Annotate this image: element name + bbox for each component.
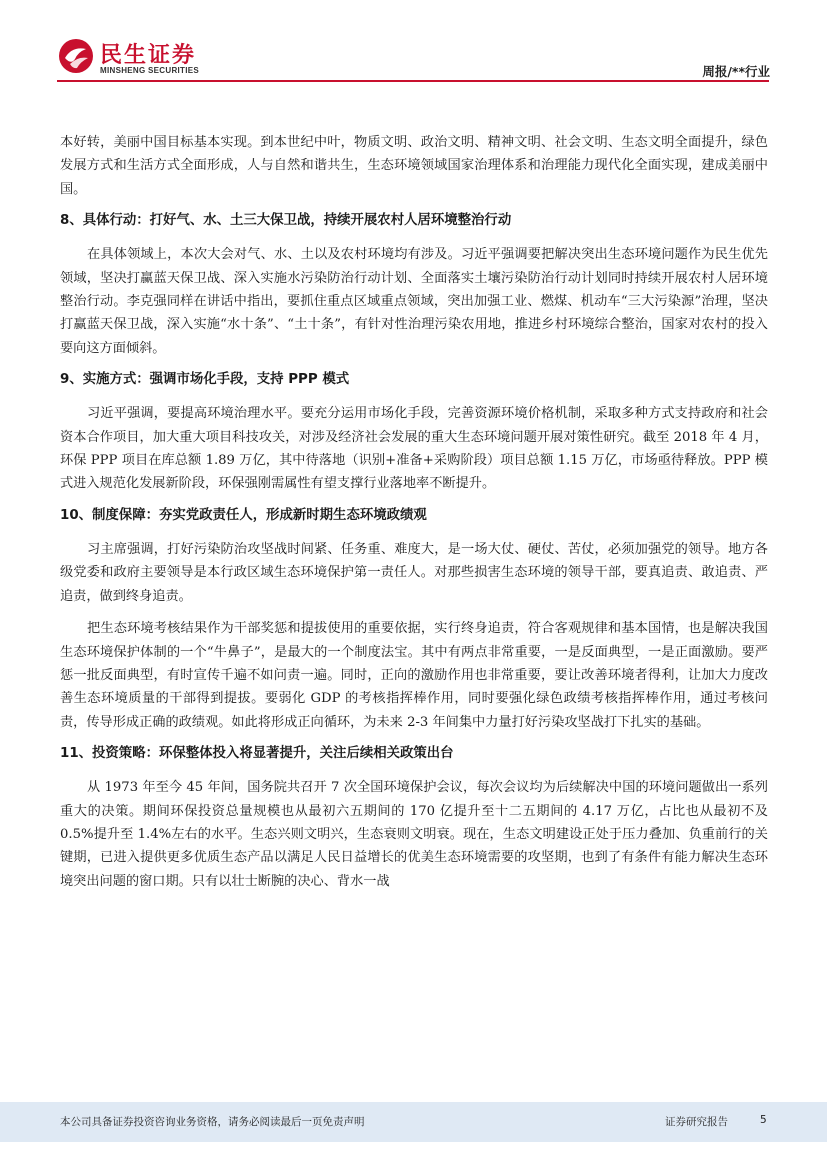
header-divider [57, 80, 769, 82]
section-heading-11: 11、投资策略：环保整体投入将显著提升，关注后续相关政策出台 [60, 746, 454, 762]
section-heading-10: 10、制度保障：夯实党政责任人，形成新时期生态环境政绩观 [60, 507, 427, 523]
footer-report-label: 证券研究报告 [665, 1116, 728, 1128]
page-footer [0, 1102, 827, 1142]
section-9-paragraph: 习近平强调，要提高环境治理水平。要充分运用市场化手段，完善资源环境价格机制，采取多种方式支持政府和社会资本合作项目，加大重大项目科技攻关，对涉及经济社会发展的重大生态环境问题开展对策性研究。截至 2018 年 4 月，环保 PPP 项目在库总额 1.89 万亿，其中待落地（识别+准备+采购阶段）项目总额 1.15 万亿，市场亟待释放。PPP 模式进入规范化发展新阶段，环保强刚需属性有望支撑行业落地率不断提升。 [60, 406, 768, 492]
page-header [0, 0, 827, 82]
footer-disclaimer: 本公司具备证券投资咨询业务资格，请务必阅读最后一页免责声明 [60, 1116, 365, 1128]
logo-chinese-name: 民生证券 [100, 43, 197, 68]
report-type-label: 周报/**行业 [702, 64, 770, 79]
section-10-paragraph-1: 习主席强调，打好污染防治攻坚战时间紧、任务重、难度大，是一场大仗、硬仗、苦仗，必须加强党的领导。地方各级党委和政府主要领导是本行政区域生态环境保护第一责任人。对那些损害生态环境的领导干部，要真追责、敢追责、严追责，做到终身追责。 [60, 541, 768, 604]
company-logo [58, 36, 218, 80]
page-number: 5 [760, 1114, 767, 1126]
document-body [60, 131, 768, 902]
logo-english-name: MINSHENG SECURITIES [100, 66, 200, 75]
section-heading-9: 9、实施方式：强调市场化手段，支持 PPP 模式 [60, 372, 350, 388]
intro-paragraph: 本好转，美丽中国目标基本实现。到本世纪中叶，物质文明、政治文明、精神文明、社会文明、生态文明全面提升，绿色发展方式和生活方式全面形成，人与自然和谐共生，生态环境领域国家治理体系和治理能力现代化全面实现，建成美丽中国。 [60, 135, 768, 197]
section-11-paragraph: 从 1973 年至今 45 年间，国务院共召开 7 次全国环境保护会议，每次会议均为后续解决中国的环境问题做出一系列重大的决策。期间环保投资总量规模也从最初六五期间的 170 亿提升至十二五期间的 4.17 万亿，占比也从最初不及 0.5%提升至 1.4%左右的水平。生态兴则文明兴，生态衰则文明衰。现在，生态文明建设正处于压力叠加、负重前行的关键期，已进入提供更多优质生态产品以满足人民日益增长的优美生态环境需要的攻坚期，也到了有条件有能力解决生态环境突出问题的窗口期。只有以壮士断腕的决心、背水一战 [60, 780, 768, 889]
minsheng-logo-icon [58, 38, 94, 74]
section-heading-8: 8、具体行动：打好气、水、土三大保卫战，持续开展农村人居环境整治行动 [60, 213, 512, 229]
section-8-paragraph: 在具体领域上，本次大会对气、水、土以及农村环境均有涉及。习近平强调要把解决突出生态环境问题作为民生优先领域，坚决打赢蓝天保卫战、深入实施水污染防治行动计划、全面落实土壤污染防治行动计划同时持续开展农村人居环境整治行动。李克强同样在讲话中指出，要抓住重点区域重点领域，突出加强工业、燃煤、机动车“三大污染源”治理，坚决打赢蓝天保卫战，深入实施“水十条”、“土十条”，有针对性治理污染农用地，推进乡村环境综合整治，国家对农村的投入要向这方面倾斜。 [60, 247, 768, 356]
section-10-paragraph-2: 把生态环境考核结果作为干部奖惩和提拔使用的重要依据，实行终身追责，符合客观规律和基本国情，也是解决我国生态环境保护体制的一个“牛鼻子”，是最大的一个制度法宝。其中有两点非常重要，一是反面典型，一是正面激励。要严惩一批反面典型，有时宣传千遍不如问责一遍。同时，正向的激励作用也非常重要，要让改善环境者得利，让加大力度改善生态环境质量的干部得到提拔。要弱化 GDP 的考核指挥棒作用，同时要强化绿色政绩考核指挥棒作用，通过考核问责，传导形成正确的政绩观。如此将形成正向循环，为未来 2-3 年间集中力量打好污染攻坚战打下扎实的基础。 [60, 621, 768, 730]
